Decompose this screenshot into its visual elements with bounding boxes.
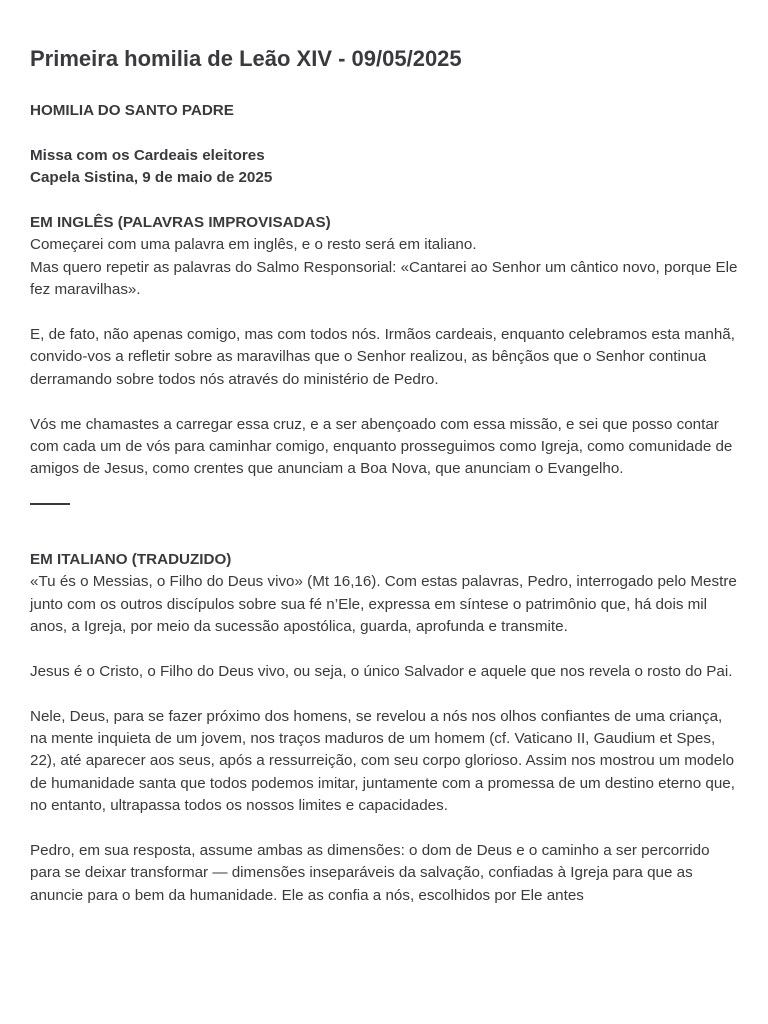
homily-header: HOMILIA DO SANTO PADRE bbox=[30, 102, 234, 119]
occasion-block bbox=[30, 145, 738, 190]
occasion-line-place-date: Capela Sistina, 9 de maio de 2025 bbox=[30, 169, 273, 187]
english-paragraph-3: Vós me chamastes a carregar essa cruz, e a ser abençoado com essa missão, e sei que posso contar com cada um de vós para caminhar comigo, enquanto prosseguimos como Igreja, como comunidade de amigos de Jesus, como crentes que anunciam a Boa Nova, que anunciam o Evangelho. bbox=[30, 415, 733, 478]
section-divider bbox=[30, 503, 70, 505]
occasion-line-mass: Missa com os Cardeais eleitores bbox=[30, 146, 265, 164]
italian-paragraph-1: «Tu és o Messias, o Filho do Deus vivo» (Mt 16,16). Com estas palavras, Pedro, interrogado pelo Mestre junto com os outros discípulos sobre sua fé n’Ele, expressa em síntese o patrimônio que, há dois mil anos, a Igreja, por meio da sucessão apostólica, guarda, aprofunda e transmite. bbox=[30, 573, 737, 635]
italian-paragraph-3: Nele, Deus, para se fazer próximo dos homens, se revelou a nós nos olhos confiantes de uma criança, na mente inquieta de um jovem, nos traços maduros de um homem (cf. Vaticano II, Gaudium et Spes, 22), até aparecer aos seus, após a ressurreição, com seu corpo glorioso. Assim nos mostrou um modelo de humanidade santa que todos podemos imitar, juntamente com a promessa de um destino eterno que, no entanto, ultrapassa todos os nossos limites e capacidades. bbox=[30, 707, 735, 815]
italian-paragraph-2: Jesus é o Cristo, o Filho do Deus vivo, ou seja, o único Salvador e aquele que nos revela o rosto do Pai. bbox=[30, 662, 733, 680]
italian-section-intro bbox=[30, 549, 738, 639]
italian-paragraph-4: Pedro, em sua resposta, assume ambas as dimensões: o dom de Deus e o caminho a ser percorrido para se deixar transformar — dimensões inseparáveis da salvação, confiadas à Igreja para que as anuncie para o bem da humanidade. Ele as confia a nós, escolhidos por Ele antes bbox=[30, 841, 710, 904]
english-paragraph-1-line-1: Começarei com uma palavra em inglês, e o resto será em italiano. bbox=[30, 236, 477, 254]
document-title: Primeira homilia de Leão XIV - 09/05/2025 bbox=[30, 46, 462, 71]
italian-section-heading: EM ITALIANO (TRADUZIDO) bbox=[30, 550, 232, 568]
english-section-heading: EM INGLÊS (PALAVRAS IMPROVISADAS) bbox=[30, 214, 331, 231]
english-paragraph-1-line-2: Mas quero repetir as palavras do Salmo Responsorial: «Cantarei ao Senhor um cântico novo, porque Ele fez maravilhas». bbox=[30, 258, 738, 299]
english-paragraph-2: E, de fato, não apenas comigo, mas com todos nós. Irmãos cardeais, enquanto celebramos esta manhã, convido-vos a refletir sobre as maravilhas que o Senhor realizou, as bênçãos que o Senhor continua derramando sobre todos nós através do ministério de Pedro. bbox=[30, 326, 735, 388]
english-section-intro bbox=[30, 212, 738, 302]
